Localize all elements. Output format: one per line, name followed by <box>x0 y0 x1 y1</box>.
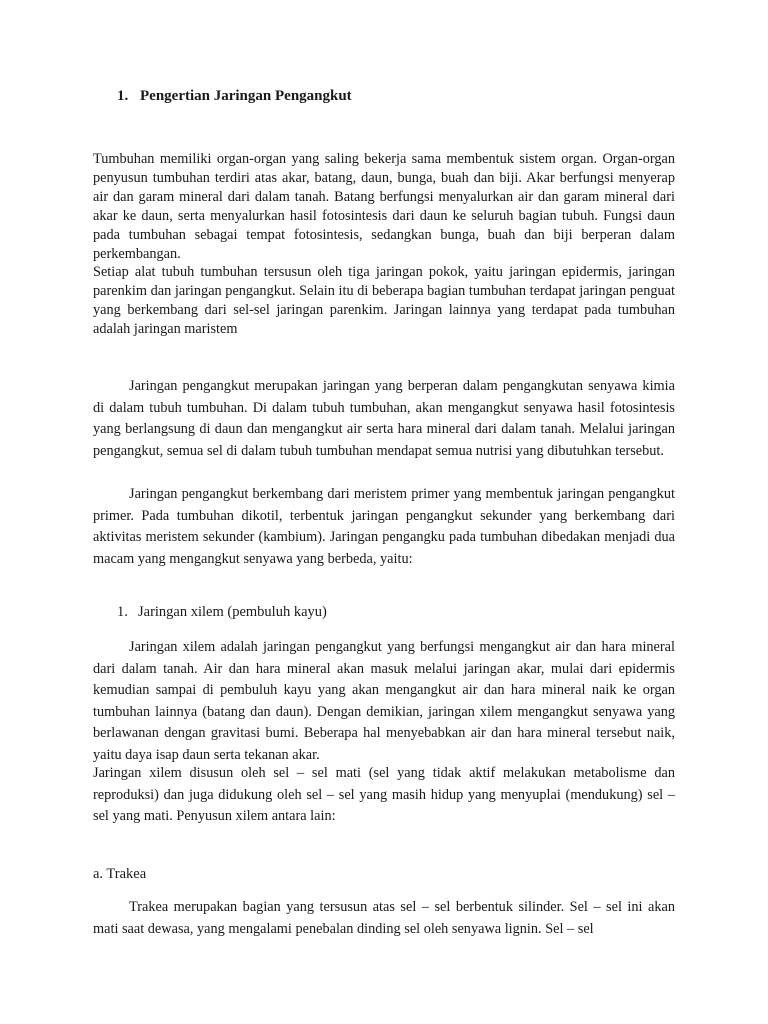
subheading-text: Jaringan xilem (pembuluh kayu) <box>138 604 327 620</box>
trakea-label: a. Trakea <box>93 866 147 882</box>
paragraph-trakea: Trakea merupakan bagian yang tersusun atas sel – sel berbentuk silinder. Sel – sel ini akan mati saat dewasa, yang mengalami penebalan dinding sel oleh senyawa lignin. Sel – sel <box>93 899 675 937</box>
paragraph-xylem-cells: Jaringan xilem disusun oleh sel – sel mati (sel yang tidak aktif melakukan metabolisme dan reproduksi) dan juga didukung oleh sel – sel yang masih hidup yang menyuplai (mendukung) sel – sel yang mati. Penyusun xilem antara lain: <box>93 765 675 824</box>
subsection-heading <box>117 604 327 621</box>
paragraph-transport-definition: Jaringan pengangkut merupakan jaringan yang berperan dalam pengangkutan senyawa kimia di dalam tubuh tumbuhan. Di dalam tubuh tumbuhan, akan mengangkut senyawa hasil fotosintesis yang berlangsung di daun dan mengangkut air serta hara mineral dari dalam tanah. Melalui jaringan pengangkut, semua sel di dalam tubuh tumbuhan mendapat semua nutrisi yang dibutuhkan tersebut. <box>93 378 675 459</box>
paragraph-organs: Tumbuhan memiliki organ-organ yang saling bekerja sama membentuk sistem organ. Organ-organ penyusun tumbuhan terdiri atas akar, batang, daun, bunga, buah dan biji. Akar berfungsi menyerap air dan garam mineral dari dalam tanah. Batang berfungsi menyalurkan air dan garam mineral dari akar ke daun, serta menyalurkan hasil fotosintesis dari daun ke seluruh bagian tubuh. Fungsi daun pada tumbuhan sebagai tempat fotosintesis, sedangkan bunga, buah dan biji berperan dalam perkembangan. <box>93 151 675 262</box>
paragraph-xylem-function: Jaringan xilem adalah jaringan pengangkut yang berfungsi mengangkut air dan hara mineral dari dalam tanah. Air dan hara mineral akan masuk melalui jaringan akar, mulai dari epidermis kemudian sampai di pembuluh kayu yang akan mengangkut air dan hara mineral naik ke organ tumbuhan lainnya (batang dan daun). Dengan demikian, jaringan xilem mengangkut senyawa yang berlawanan dengan gravitasi bumi. Beberapa hal menyebabkan air dan hara mineral tersebut naik, yaitu daya isap daun serta tekanan akar. <box>93 639 675 763</box>
paragraph-transport-development: Jaringan pengangkut berkembang dari meristem primer yang membentuk jaringan pengangkut primer. Pada tumbuhan dikotil, terbentuk jaringan pengangkut sekunder yang berkembang dari aktivitas meristem sekunder (kambium). Jaringan pengangku pada tumbuhan dibedakan menjadi dua macam yang mengangkut senyawa yang berbeda, yaitu: <box>93 486 675 567</box>
section-heading <box>117 88 352 105</box>
heading-number: 1. <box>117 88 129 104</box>
subheading-number: 1. <box>117 604 128 620</box>
paragraph-tissues: Setiap alat tubuh tumbuhan tersusun oleh tiga jaringan pokok, yaitu jaringan epidermis, jaringan parenkim dan jaringan pengangkut. Selain itu di beberapa bagian tumbuhan terdapat jaringan penguat yang berkembang dari sel-sel jaringan parenkim. Jaringan lainnya yang terdapat pada tumbuhan adalah jaringan maristem <box>93 264 675 337</box>
heading-text: Pengertian Jaringan Pengangkut <box>140 88 352 104</box>
